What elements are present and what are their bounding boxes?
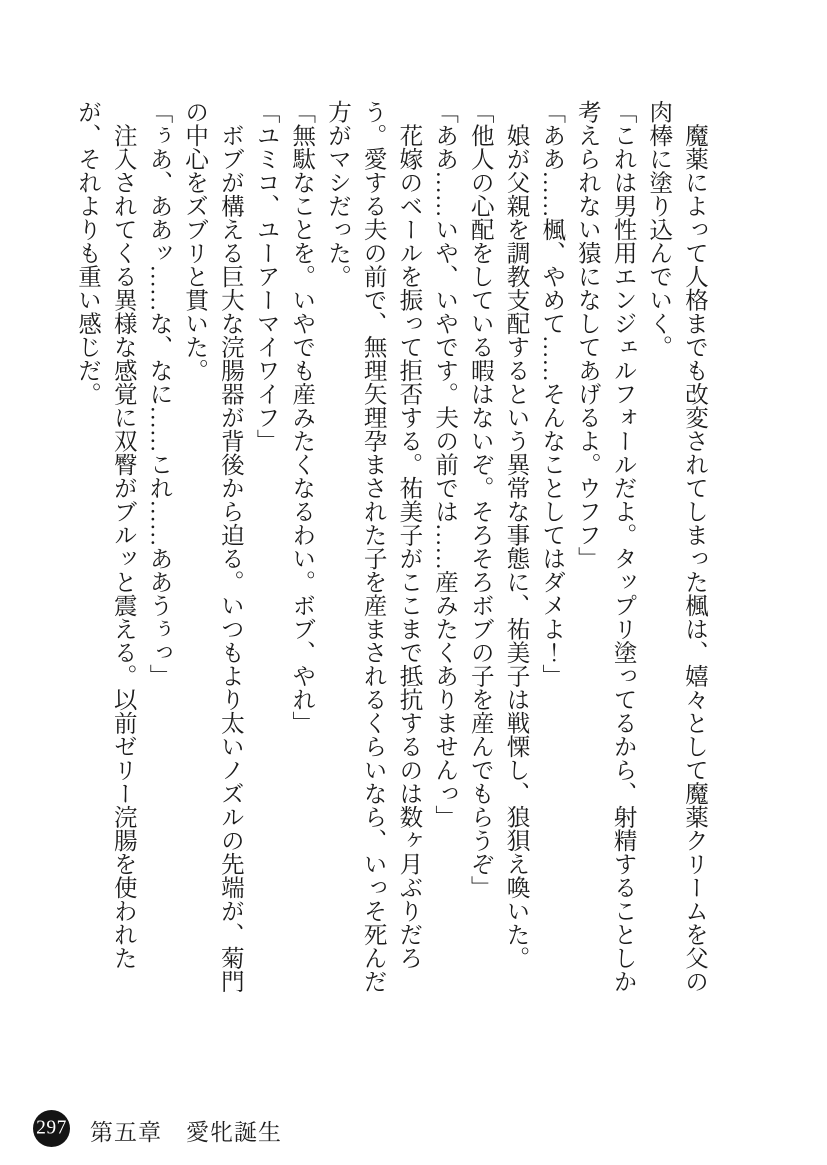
paragraph-8: 「無駄なことを。いやでも産みたくなるわい。ボブ、やれ」 [288, 100, 315, 735]
paragraph-12: 注入されてくる異様な感覚に双臀がブルッと震える。以前ゼリー浣腸を使われたが、それよりも重い感じだ。 [74, 100, 136, 970]
paragraph-4: 娘が父親を調教支配するという異常な事態に、祐美子は戦慄し、狼狽え喚いた。 [502, 100, 529, 970]
page-footer [0, 1103, 827, 1153]
paragraph-1: 魔薬によって人格までも改変されてしまった楓は、嬉々として魔薬クリームを父の肉棒に塗り込んでいく。 [645, 100, 707, 993]
paragraph-5: 「他人の心配をしている暇はないぞ。そろそろボブの子を産んでもらうぞ」 [466, 100, 493, 899]
paragraph-3: 「ああ……楓、やめて……そんなことしてはダメよ！」 [538, 100, 565, 688]
paragraph-9: 「ユミコ、ユーアーマイワイフ」 [252, 100, 279, 453]
paragraph-6: 「ああ……いや、いやです。夫の前では……産みたくありませんっ」 [431, 100, 458, 829]
page-number: 297 [36, 1117, 67, 1138]
paragraph-7: 花嫁のベールを振って拒否する。祐美子がここまで抵抗するのは数ヶ月ぶりだろう。愛する夫の前で、無理矢理孕まされた子を産まされるくらいなら、いっそ死んだ方がマシだった。 [323, 100, 422, 993]
vertical-text-block [68, 100, 711, 994]
chapter-title: 第五章 愛牝誕生 [90, 1120, 282, 1145]
paragraph-2: 「これは男性用エンジェルフォールだよ。タップリ塗ってるから、射精することしか考えられない猿になしてあげるよ。ウフフ」 [573, 100, 636, 993]
paragraph-10: ボブが構える巨大な浣腸器が背後から迫る。いつもより太いノズルの先端が、菊門の中心をズブリと貫いた。 [181, 100, 243, 993]
paragraph-11: 「ぅあ、ああッ……な、なに……これ……ああうぅっ」 [145, 100, 172, 688]
page-number-badge [33, 1110, 70, 1147]
